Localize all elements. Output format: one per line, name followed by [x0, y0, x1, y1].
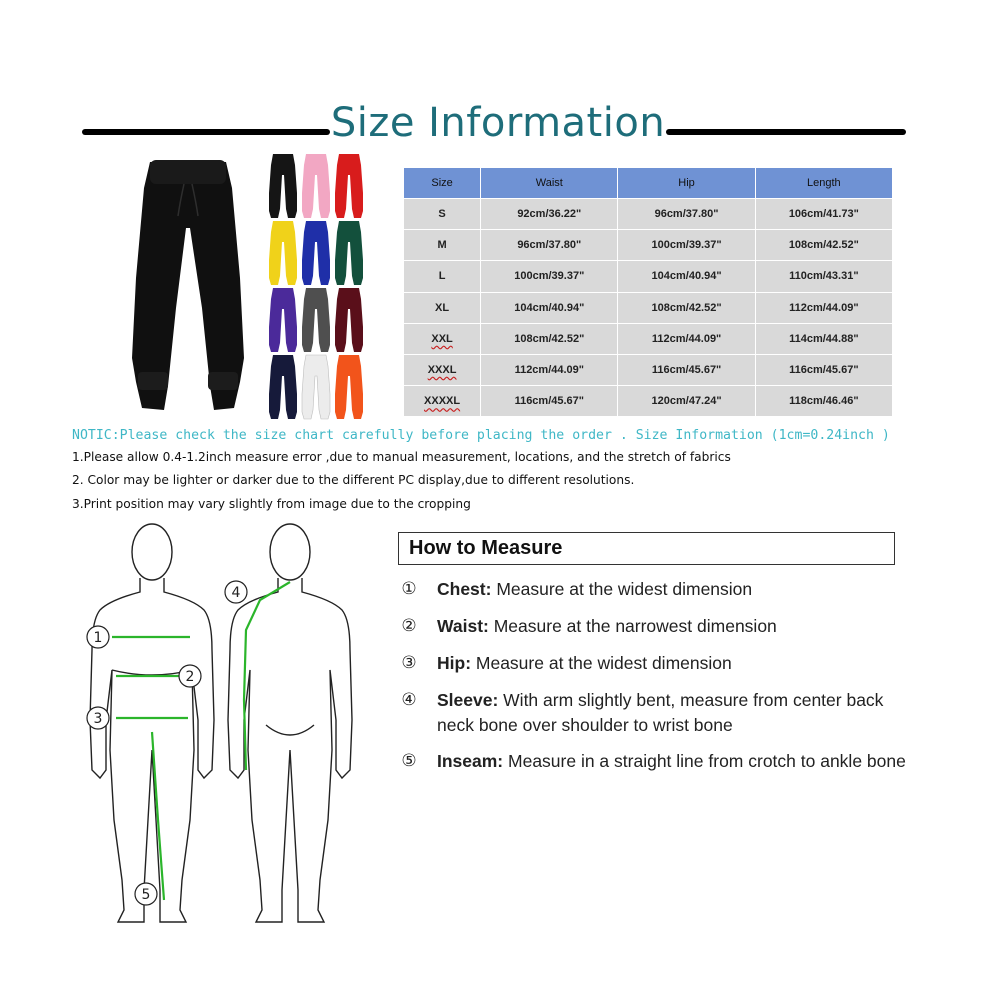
back-figure	[228, 524, 352, 922]
step-text: Measure at the widest dimension	[491, 579, 753, 599]
swatch-red	[334, 153, 364, 219]
marker-2-label: 2	[185, 669, 195, 685]
waist-cell: 112cm/44.09"	[481, 354, 618, 385]
step-number: ⑤	[401, 751, 417, 771]
measure-lines	[112, 582, 290, 900]
number-markers	[87, 581, 247, 905]
how-to-measure-title: How to Measure	[409, 537, 563, 559]
marker-4-label: 4	[231, 585, 241, 601]
step-text: Measure in a straight line from crotch to ankle bone	[503, 751, 906, 771]
size-cell: S	[404, 199, 481, 230]
step-text: Measure at the widest dimension	[471, 653, 732, 673]
table-row	[404, 292, 893, 323]
length-cell: 110cm/43.31"	[755, 261, 892, 292]
measurement-figures	[60, 520, 390, 940]
swatch-pink	[301, 153, 331, 219]
step-label: Waist:	[437, 616, 489, 636]
step-number: ③	[401, 653, 417, 673]
step-text: Measure at the narrowest dimension	[488, 616, 777, 636]
swatch-royal-blue	[301, 220, 331, 286]
size-cell: L	[404, 261, 481, 292]
hip-cell: 96cm/37.80"	[618, 199, 755, 230]
step-label: Chest:	[437, 579, 492, 599]
note-1: 1.Please allow 0.4-1.2inch measure error ,due to manual measurement, locations, and the stretch of fabrics	[72, 450, 731, 464]
swatch-gray	[301, 287, 331, 353]
step-text: With arm slightly bent, measure from center back neck bone over shoulder to wrist bone	[437, 690, 884, 735]
title-rule-left	[82, 129, 330, 135]
step-number: ④	[401, 690, 417, 710]
table-header-row	[404, 168, 893, 199]
step-label: Inseam:	[437, 751, 504, 771]
swatch-navy	[268, 354, 298, 420]
size-cell: XXXXL	[404, 386, 481, 417]
waist-cell: 108cm/42.52"	[481, 323, 618, 354]
header-hip: Hip	[618, 168, 755, 199]
swatch-burgundy	[334, 287, 364, 353]
note-3: 3.Print position may vary slightly from image due to the cropping	[72, 497, 471, 511]
swatch-dark-green	[334, 220, 364, 286]
table-row	[404, 199, 893, 230]
length-cell: 112cm/44.09"	[755, 292, 892, 323]
length-cell: 116cm/45.67"	[755, 354, 892, 385]
hip-cell: 108cm/42.52"	[618, 292, 755, 323]
swatch-black	[268, 153, 298, 219]
table-row	[404, 261, 893, 292]
header-size: Size	[404, 168, 481, 199]
note-2: 2. Color may be lighter or darker due to the different PC display,due to different resolutions.	[72, 473, 635, 487]
header-waist: Waist	[481, 168, 618, 199]
step-number: ②	[401, 616, 417, 636]
hip-cell: 120cm/47.24"	[618, 386, 755, 417]
length-cell: 114cm/44.88"	[755, 323, 892, 354]
waist-cell: 92cm/36.22"	[481, 199, 618, 230]
swatch-white	[301, 354, 331, 420]
table-row	[404, 230, 893, 261]
main-product-image	[128, 158, 248, 413]
hip-cell: 100cm/39.37"	[618, 230, 755, 261]
swatch-yellow	[268, 220, 298, 286]
notice-text: NOTIC:Please check the size chart carefully before placing the order . Size Information (1cm=0.24inch )	[72, 428, 890, 443]
swatch-purple	[268, 287, 298, 353]
length-cell: 118cm/46.46"	[755, 386, 892, 417]
table-row	[404, 323, 893, 354]
marker-3-label: 3	[93, 711, 103, 727]
size-cell: M	[404, 230, 481, 261]
waist-cell: 96cm/37.80"	[481, 230, 618, 261]
step-number: ①	[401, 579, 417, 599]
title-rule-right	[666, 129, 906, 135]
header-length: Length	[755, 168, 892, 199]
marker-5-label: 5	[141, 887, 151, 903]
table-row	[404, 354, 893, 385]
length-cell: 106cm/41.73"	[755, 199, 892, 230]
size-cell: XL	[404, 292, 481, 323]
size-cell: XXXL	[404, 354, 481, 385]
step-label: Hip:	[437, 653, 472, 673]
size-cell: XXL	[404, 323, 481, 354]
page-title: Size Information	[330, 100, 666, 146]
length-cell: 108cm/42.52"	[755, 230, 892, 261]
waist-cell: 104cm/40.94"	[481, 292, 618, 323]
step-label: Sleeve:	[437, 690, 499, 710]
marker-1-label: 1	[93, 630, 103, 646]
waist-cell: 116cm/45.67"	[481, 386, 618, 417]
hip-cell: 112cm/44.09"	[618, 323, 755, 354]
table-row	[404, 386, 893, 417]
size-table	[403, 167, 893, 417]
hip-cell: 116cm/45.67"	[618, 354, 755, 385]
swatch-orange	[334, 354, 364, 420]
front-figure	[90, 524, 214, 922]
hip-cell: 104cm/40.94"	[618, 261, 755, 292]
how-to-measure-header	[398, 532, 895, 565]
waist-cell: 100cm/39.37"	[481, 261, 618, 292]
